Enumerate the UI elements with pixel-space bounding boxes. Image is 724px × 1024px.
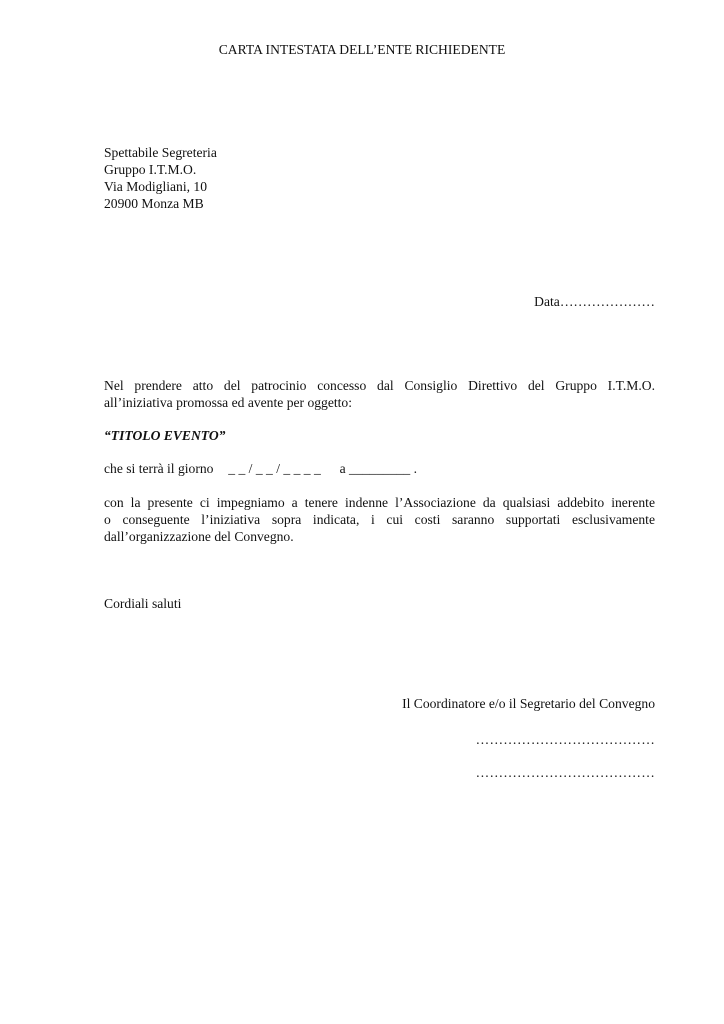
intro-line: Nel prendere atto del patrocinio concesso dal Consiglio Direttivo del Gruppo I.T.M.O. <box>104 378 655 393</box>
signature-line: ………………………………… <box>475 732 655 747</box>
recipient-line: Spettabile Segreteria <box>104 145 217 160</box>
date-field: Data………………… <box>534 294 655 309</box>
recipient-line: Via Modigliani, 10 <box>104 179 208 194</box>
signature-line: ………………………………… <box>475 765 655 780</box>
commitment-line: con la presente ci impegniamo a tenere indenne l’Associazione da qualsiasi addebito inerente <box>104 495 655 510</box>
event-date-blank: _ _ / _ _ / _ _ _ _ <box>228 461 321 476</box>
recipient-line: 20900 Monza MB <box>104 196 204 211</box>
signature-label: Il Coordinatore e/o il Segretario del Convegno <box>402 696 655 711</box>
event-title: “TITOLO EVENTO” <box>104 428 226 443</box>
event-date-text: che si terrà il giorno <box>104 461 214 476</box>
intro-paragraph <box>104 377 655 411</box>
letterhead-title: CARTA INTESTATA DELL’ENTE RICHIEDENTE <box>218 42 506 57</box>
intro-line: all’iniziativa promossa ed avente per oggetto: <box>104 395 352 410</box>
recipient-line: Gruppo I.T.M.O. <box>104 162 197 177</box>
event-place-blank: a _________ . <box>339 461 418 476</box>
closing-greeting: Cordiali saluti <box>104 596 182 611</box>
event-date-line <box>104 460 417 477</box>
commitment-line: dall’organizzazione del Convegno. <box>104 529 294 544</box>
commitment-line: o conseguente l’iniziativa sopra indicata, i cui costi saranno supportati esclusivamente <box>104 512 655 527</box>
commitment-paragraph <box>104 494 655 545</box>
